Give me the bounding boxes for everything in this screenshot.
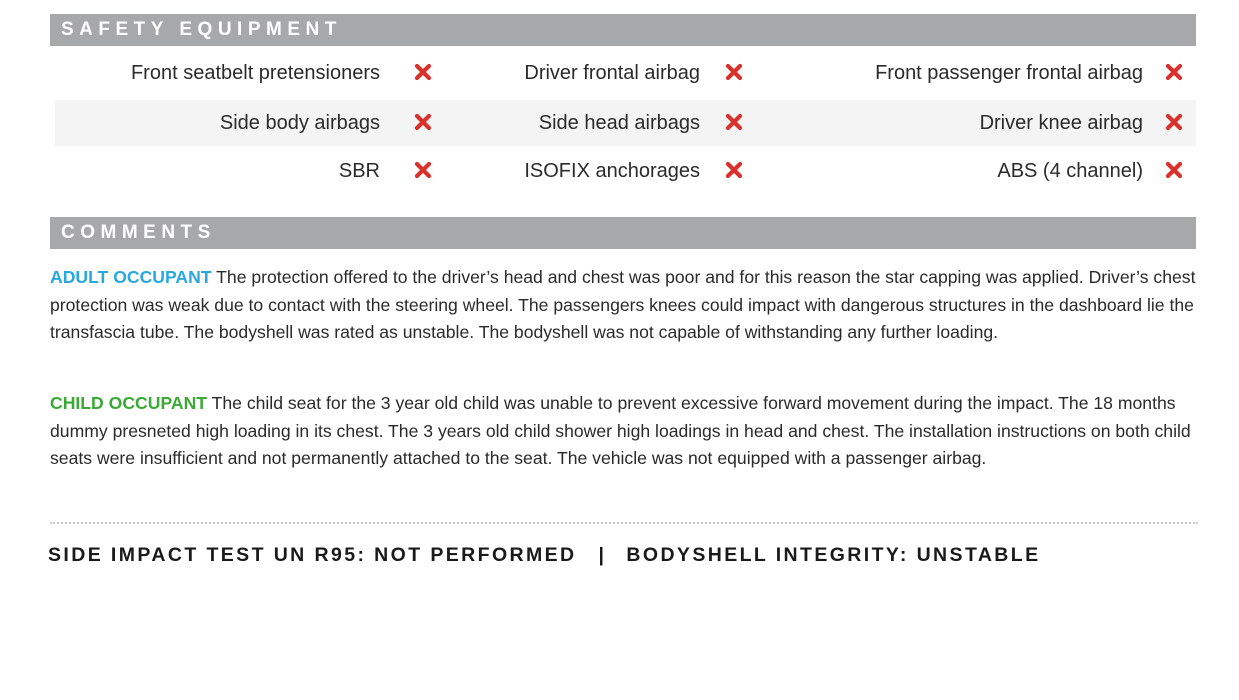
equipment-label: Side body airbags [219, 112, 380, 134]
side-impact-result: SIDE IMPACT TEST UN R95: NOT PERFORMED [48, 544, 577, 566]
comments-header: COMMENTS [50, 217, 1196, 249]
equipment-label: Driver knee airbag [979, 112, 1143, 134]
safety-equipment-header: SAFETY EQUIPMENT [50, 14, 1196, 46]
summary-separator: | [598, 544, 607, 566]
equipment-item [55, 148, 1196, 194]
cross-icon [1164, 160, 1184, 180]
cross-icon [1164, 62, 1184, 82]
equipment-item [55, 50, 1196, 96]
bodyshell-integrity-result: BODYSHELL INTEGRITY: UNSTABLE [626, 544, 1041, 566]
dotted-divider [50, 522, 1198, 524]
equipment-label: Side head airbags [538, 112, 700, 134]
adult-occupant-text: The protection offered to the driver’s head and chest was poor and for this reason the star capping was applied. Driver’s chest protection was weak due to contact with the steering wheel. The passengers knees could impact with dangerous structures in the dashboard lie the transfascia tube. The bodyshell was rated as unstable. The bodyshell was not capable of withstanding any further loading. [50, 267, 1196, 342]
equipment-label: Driver frontal airbag [524, 62, 700, 84]
child-occupant-comment [50, 390, 1200, 473]
equipment-row [55, 50, 1196, 96]
child-occupant-text: The child seat for the 3 year old child was unable to prevent excessive forward movement during the impact. The 18 months dummy presneted high loading in its chest. The 3 years old child shower high loadings in head and chest. The installation instructions on both child seats were insufficient and not permanently attached to the seat. The vehicle was not equipped with a passenger airbag. [50, 393, 1191, 468]
equipment-row [55, 148, 1196, 194]
equipment-label: ABS (4 channel) [997, 160, 1143, 182]
child-occupant-tag: CHILD OCCUPANT [50, 393, 208, 413]
adult-occupant-comment [50, 264, 1200, 347]
equipment-label: Front seatbelt pretensioners [130, 62, 380, 84]
equipment-label: SBR [338, 160, 380, 182]
equipment-row [55, 100, 1196, 146]
equipment-label: Front passenger frontal airbag [875, 62, 1143, 84]
equipment-label: ISOFIX anchorages [524, 160, 700, 182]
adult-occupant-tag: ADULT OCCUPANT [50, 267, 212, 287]
cross-icon [1164, 112, 1184, 132]
equipment-item [55, 100, 1196, 146]
test-summary [48, 540, 1041, 570]
